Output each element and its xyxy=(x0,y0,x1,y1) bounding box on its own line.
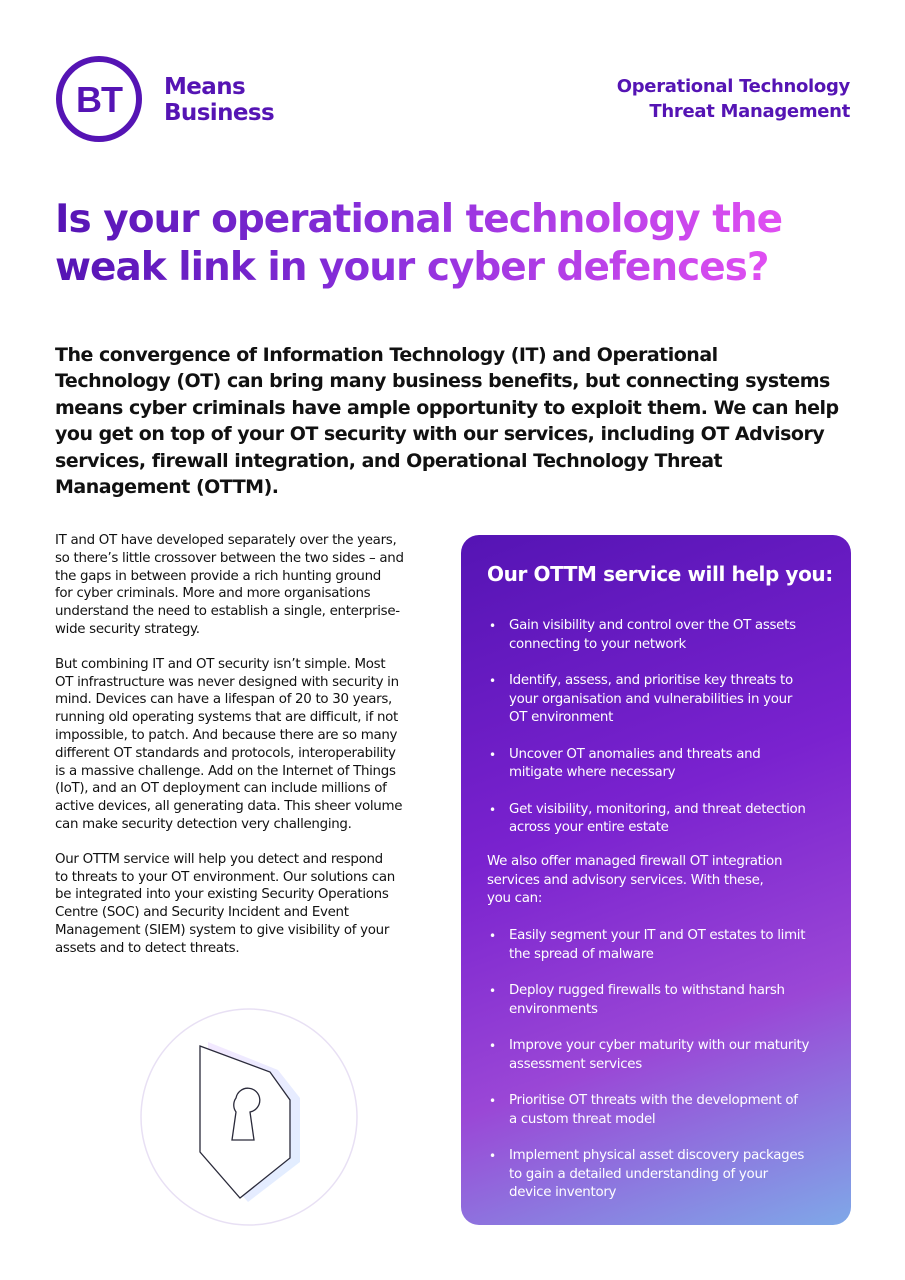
list-item-line: Easily segment your IT and OT estates to limit xyxy=(509,928,806,943)
list-item-line: Uncover OT anomalies and threats and xyxy=(509,746,761,762)
intro-line: Management (OTTM). xyxy=(55,476,279,499)
bt-means-business-logo xyxy=(54,54,284,146)
list-item xyxy=(487,746,837,783)
list-item-line: Implement physical asset discovery packages xyxy=(509,1148,804,1163)
mid-paragraph-line: you can: xyxy=(487,891,543,906)
list-item xyxy=(487,617,837,654)
list-item xyxy=(487,672,837,728)
body-line: running old operating systems that are difficult, if not xyxy=(55,710,398,726)
list-item-line: connecting to your network xyxy=(509,636,686,652)
bullet-icon: • xyxy=(489,619,496,633)
headline-line: weak link in your cyber defences? xyxy=(55,245,769,290)
list-item-line: Prioritise OT threats with the development of xyxy=(509,1093,798,1108)
body-line: Centre (SOC) and Security Incident and Event xyxy=(55,905,349,921)
list-item-line: the spread of malware xyxy=(509,946,654,962)
box-title: Our OTTM service will help you: xyxy=(487,562,833,586)
ottm-benefits-box xyxy=(461,535,851,1225)
body-line: so there’s little crossover between the two sides – and xyxy=(55,550,404,566)
body-line: different OT standards and protocols, interoperability xyxy=(55,745,396,761)
body-line: assets and to detect threats. xyxy=(55,940,240,956)
list-item xyxy=(487,801,837,838)
bt-roundel-icon xyxy=(54,54,146,146)
body-line: But combining IT and OT security isn’t simple. Most xyxy=(55,656,386,672)
body-line: is a massive challenge. Add on the Internet of Things xyxy=(55,763,396,779)
document-title-line: Operational Technology xyxy=(616,76,850,97)
list-item xyxy=(487,927,837,964)
list-item-line: Get visibility, monitoring, and threat detection xyxy=(509,801,806,817)
shield-keyhole-illustration xyxy=(138,1006,360,1228)
list-item-line: a custom threat model xyxy=(509,1111,656,1127)
body-paragraph xyxy=(55,851,435,958)
document-title xyxy=(617,74,850,124)
benefits-list xyxy=(487,617,837,856)
shield-keyhole-icon xyxy=(138,1006,360,1228)
list-item-line: OT environment xyxy=(509,710,614,725)
intro-line: you get on top of your OT security with our services, including OT Advisory xyxy=(55,423,825,446)
bullet-icon: • xyxy=(489,1094,496,1108)
body-line: to threats to your OT environment. Our solutions can xyxy=(55,869,395,885)
firewall-benefits-list xyxy=(487,927,837,1221)
body-line: Our OTTM service will help you detect and respond xyxy=(55,851,383,867)
logo-line-1: Means xyxy=(164,74,246,100)
headline-line: Is your operational technology the xyxy=(55,197,783,242)
bullet-icon: • xyxy=(489,984,496,998)
document-title-line: Threat Management xyxy=(649,101,850,122)
body-line: can make security detection very challenging. xyxy=(55,816,352,832)
list-item xyxy=(487,1092,837,1129)
list-item-line: Deploy rugged firewalls to withstand harsh xyxy=(509,983,785,998)
list-item-line: Gain visibility and control over the OT assets xyxy=(509,618,796,633)
bullet-icon: • xyxy=(489,1149,496,1163)
logo-line-2: Business xyxy=(164,100,275,126)
list-item-line: your organisation and vulnerabilities in your xyxy=(509,691,793,707)
body-line: be integrated into your existing Security Operations xyxy=(55,887,389,903)
body-line: IT and OT have developed separately over the years, xyxy=(55,533,397,548)
list-item-line: assessment services xyxy=(509,1056,642,1072)
body-line: the gaps in between provide a rich hunting ground xyxy=(55,568,381,584)
list-item xyxy=(487,1037,837,1074)
body-line: mind. Devices can have a lifespan of 20 to 30 years, xyxy=(55,692,392,708)
bullet-icon: • xyxy=(489,747,496,762)
mid-paragraph-line: We also offer managed firewall OT integration xyxy=(487,854,783,869)
list-item-line: across your entire estate xyxy=(509,820,669,835)
body-line: (IoT), and an OT deployment can include millions of xyxy=(55,781,387,797)
body-paragraph xyxy=(55,532,435,639)
list-item xyxy=(487,1147,837,1203)
list-item xyxy=(487,982,837,1019)
body-paragraph xyxy=(55,656,435,834)
additional-services-paragraph xyxy=(487,853,782,909)
list-item-line: environments xyxy=(509,1001,598,1017)
body-line: understand the need to establish a single, enterprise- xyxy=(55,604,400,620)
list-item-line: device inventory xyxy=(509,1185,617,1200)
body-line: Management (SIEM) system to give visibility of your xyxy=(55,922,390,938)
bullet-icon: • xyxy=(489,674,496,688)
bullet-icon: • xyxy=(489,1039,496,1053)
headline xyxy=(55,196,835,292)
intro-paragraph xyxy=(55,342,855,500)
intro-line: The convergence of Information Technology (IT) and Operational xyxy=(55,344,718,366)
list-item-line: mitigate where necessary xyxy=(509,765,676,780)
list-item-line: Improve your cyber maturity with our maturity xyxy=(509,1038,810,1053)
bullet-icon: • xyxy=(489,802,496,817)
intro-line: services, firewall integration, and Operational Technology Threat xyxy=(55,449,723,472)
list-item-line: Identify, assess, and prioritise key threats to xyxy=(509,673,793,688)
body-line: for cyber criminals. More and more organisations xyxy=(55,586,371,602)
bullet-icon: • xyxy=(489,929,496,943)
body-line: active devices, all generating data. This sheer volume xyxy=(55,799,403,815)
body-column xyxy=(55,532,435,975)
list-item-line: to gain a detailed understanding of your xyxy=(509,1166,768,1182)
logo-mark-text: BT xyxy=(76,79,122,120)
intro-line: Technology (OT) can bring many business benefits, but connecting systems xyxy=(55,370,830,393)
mid-paragraph-line: services and advisory services. With these, xyxy=(487,872,764,888)
body-line: OT infrastructure was never designed with security in xyxy=(55,674,399,690)
intro-line: means cyber criminals have ample opportunity to exploit them. We can help xyxy=(55,396,839,419)
body-line: impossible, to patch. And because there are so many xyxy=(55,727,398,743)
body-line: wide security strategy. xyxy=(55,621,200,637)
